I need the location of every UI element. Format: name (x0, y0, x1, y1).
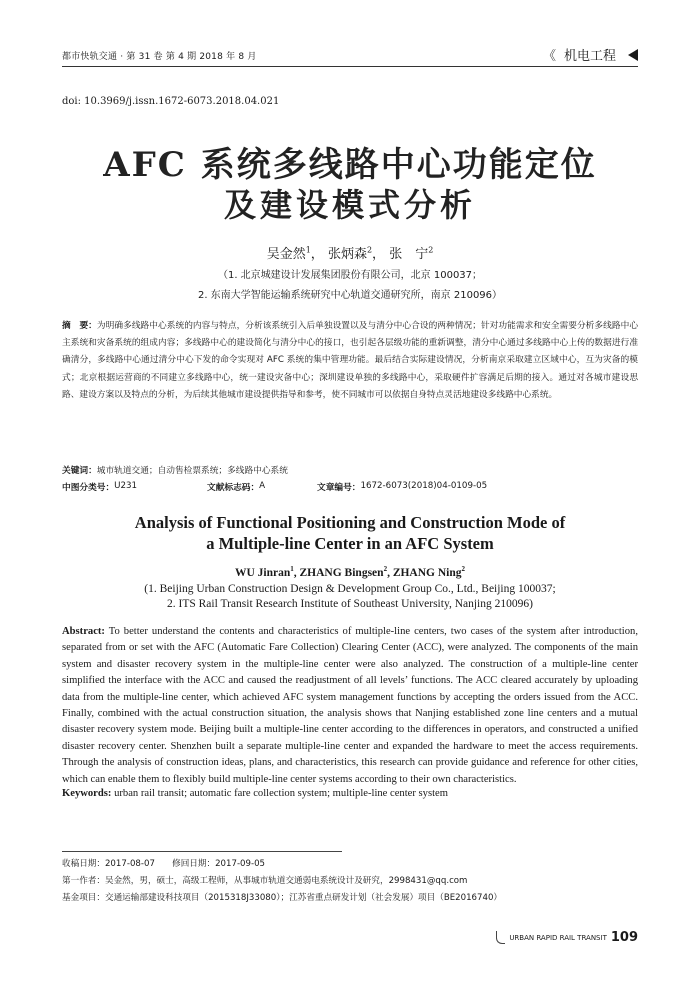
en-keywords-label: Keywords: (62, 788, 112, 799)
footnote-rule (62, 851, 342, 852)
footnote-received: 收稿日期：2017-08-07 修回日期：2017-09-05 (62, 859, 266, 869)
running-header (62, 44, 638, 68)
en-abstract-text: To better understand the contents and characteristics of multiple-line centers, two cases of the system after introduction, separated from or set with the AFC (Automatic Fare Collection) Clearing Center (ACC), were analyzed. The components of the main system and disaster recovery system in the multiple-line center were also analyzed. The construction of a multiple-line center simplified the interface with the ACC and caused the readjustment of all levels’ functions. The ACC cleared accurately by uploading data from the multiple-line center, which achieved AFC system management functions by accepting the orders issued from the ACC. Finally, combined with the actual construction situation, the analysis shows that Nanjing established zone line centers and a mutual disaster recovery system mode. Beijing built a multiple-line center according to the differences in operators, and constructed a unified disaster recovery center. Shenzhen built a separate multiple-line center and expanded the hardware to meet the access requirements. Through the analysis of construction ideas, plans, and characteristics, this research can provide guidance and reference for other cities, which can enable them to flexibly build multiple-line center systems according to their own characteristics. (62, 626, 638, 785)
section-label (543, 45, 638, 64)
corner-bracket-icon (496, 931, 505, 944)
en-title-line1: Analysis of Functional Positioning and Construction Mode of (134, 513, 566, 532)
cn-keywords-label: 关键词： (62, 466, 97, 476)
cn-author-3-sup: 2 (428, 245, 434, 255)
en-keywords (62, 788, 638, 799)
page-number: 109 (610, 930, 638, 945)
article-no-label: 文章编号： (317, 483, 361, 493)
cn-author-2: 张炳森 (327, 247, 367, 262)
header-rule (62, 66, 638, 67)
footnote-first-author: 第一作者：吴金然，男，硕士，高级工程师，从事城市轨道交通弱电系统设计及研究，2998431@qq.com (62, 876, 468, 886)
en-author-1-sup: 1 (290, 565, 294, 573)
cn-title-line1: AFC 系统多线路中心功能定位 (103, 145, 597, 185)
en-author-1: WU Jinran (234, 566, 291, 579)
cn-affiliation-2: 2. 东南大学智能运输系统研究中心轨道交通研究所，南京 210096） (197, 290, 503, 301)
en-abstract-label: Abstract: (62, 626, 105, 637)
journal-info: 都市快轨交通 · 第 31 卷 第 4 期 2018 年 8 月 (62, 52, 257, 62)
en-author-3-sup: 2 (461, 565, 466, 573)
en-author-2: ZHANG Bingsen (299, 566, 384, 579)
cn-keywords-text: 城市轨道交通；自动售检票系统；多线路中心系统 (96, 466, 288, 476)
cn-keywords (62, 464, 638, 476)
footer-journal: URBAN RAPID RAIL TRANSIT (509, 933, 607, 942)
en-author-3: ZHANG Ning (392, 566, 462, 579)
en-affiliation-2: 2. ITS Rail Transit Research Institute of Southeast University, Nanjing 210096) (167, 598, 533, 610)
cn-author-1-sup: 1 (305, 245, 311, 255)
cn-author-2-sup: 2 (366, 245, 373, 255)
en-authors: WU Jinran$^1$, ZHANG Bingsen$^2$, ZHANG Ning$^2$ (234, 565, 466, 579)
en-author-2-sup: 2 (383, 565, 388, 573)
section-name: 机电工程 (563, 49, 616, 64)
doc-code-label: 文献标志码： (207, 483, 260, 493)
en-affiliation-1: (1. Beijing Urban Construction Design & Development Group Co., Ltd., Beijing 100037; (144, 583, 556, 595)
cn-title-line2: 及建设模式分析 (223, 186, 476, 224)
en-keywords-text: urban rail transit; automatic fare collection system; multiple-line center system (114, 788, 448, 799)
cn-affiliation-1: （1. 北京城建设计发展集团股份有限公司，北京 100037； (217, 270, 483, 281)
doi: doi: 10.3969/j.issn.1672-6073.2018.04.021 (62, 96, 280, 107)
triangle-left-icon (628, 49, 638, 61)
footnote-funding: 基金项目：交通运输部建设科技项目（2015318J33080）；江苏省重点研发计划（社会发展）项目（BE2016740） (62, 893, 503, 903)
cn-author-3: 张 宁 (389, 247, 429, 262)
en-title-line2: a Multiple-line Center in an AFC System (206, 534, 494, 553)
clc-label: 中图分类号： (62, 483, 115, 493)
cn-abstract-label: 摘 要： (62, 321, 97, 331)
en-abstract (62, 624, 638, 788)
cn-authors: 吴金然$^1$， 张炳森$^2$， 张 宁$^2$ (266, 245, 434, 262)
page-footer (496, 930, 638, 945)
cn-author-1: 吴金然 (266, 247, 306, 262)
cn-abstract (62, 318, 638, 404)
article-no-value: 1672-6073(2018)04-0109-05 (360, 481, 488, 491)
clc-value: U231 (114, 481, 138, 491)
doc-code-value: A (259, 481, 266, 491)
double-chevron-icon: 《 (542, 49, 556, 64)
cn-abstract-text: 为明确多线路中心系统的内容与特点，分析该系统引入后单独设置以及与清分中心合设的两种情况；针对功能需求和安全需要分析多线路中心主系统和灾备系统的组成内容；多线路中心的建设简化与清分中心的接口，也引起各层级功能的重新调整，清分中心通过多线路中心上传的数据进行准确清分，多线路中心通过清分中心下发的命令实现对 AFC 系统的集中管理功能。最后结合实际建设情况，分析南京采取建立区域中心，互为灾备的模式；北京根据运营商的不同建立多线路中心，统一建设灾备中心；深圳建设单独的多线路中心，采取硬件扩容满足后期的接入。通过对各城市建设思路、建设方案以及特点的分析，为后续其他城市建设提供指导和参考，使不同城市可以依据自身特点灵活地建设多线路中心系统。 (62, 321, 639, 400)
